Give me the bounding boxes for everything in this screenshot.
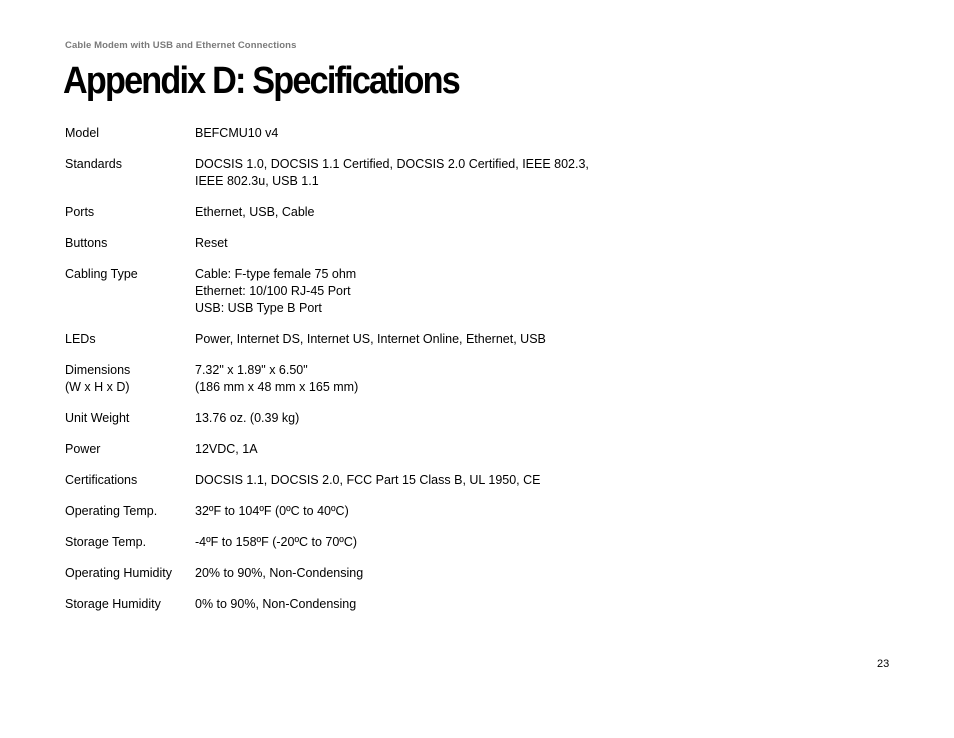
spec-label: Certifications bbox=[65, 473, 138, 487]
spec-value: 0% to 90%, Non-Condensing bbox=[195, 597, 357, 611]
spec-row-buttons bbox=[65, 235, 705, 252]
spec-row-storage-temp bbox=[65, 534, 705, 551]
spec-table bbox=[65, 125, 705, 627]
spec-label: Storage Temp. bbox=[65, 535, 147, 549]
spec-value: Power, Internet DS, Internet US, Internet Online, Ethernet, USB bbox=[195, 332, 546, 346]
spec-label: Operating Temp. bbox=[65, 504, 158, 518]
spec-value: Ethernet, USB, Cable bbox=[195, 205, 315, 219]
spec-value: DOCSIS 1.0, DOCSIS 1.1 Certified, DOCSIS 2.0 Certified, IEEE 802.3, IEEE 802.3u, USB 1.1 bbox=[195, 157, 589, 188]
spec-row-operating-temp bbox=[65, 503, 705, 520]
spec-value: Reset bbox=[195, 236, 228, 250]
spec-value: DOCSIS 1.1, DOCSIS 2.0, FCC Part 15 Class B, UL 1950, CE bbox=[195, 473, 541, 487]
spec-label: LEDs bbox=[65, 332, 96, 346]
spec-row-power bbox=[65, 441, 705, 458]
spec-label: Dimensions (W x H x D) bbox=[65, 363, 131, 394]
page-number: 23 bbox=[877, 658, 890, 670]
spec-row-leds bbox=[65, 331, 705, 348]
spec-row-storage-humidity bbox=[65, 596, 705, 613]
spec-label: Buttons bbox=[65, 236, 108, 250]
spec-row-ports bbox=[65, 204, 705, 221]
spec-value: Cable: F-type female 75 ohm Ethernet: 10/100 RJ-45 Port USB: USB Type B Port bbox=[195, 267, 357, 315]
running-header: Cable Modem with USB and Ethernet Connections bbox=[65, 40, 297, 51]
spec-label: Model bbox=[65, 126, 100, 140]
spec-row-dimensions bbox=[65, 362, 705, 396]
spec-row-operating-humidity bbox=[65, 565, 705, 582]
spec-value: 32ºF to 104ºF (0ºC to 40ºC) bbox=[195, 504, 349, 518]
spec-value: BEFCMU10 v4 bbox=[195, 126, 279, 140]
spec-row-certifications bbox=[65, 472, 705, 489]
spec-label: Cabling Type bbox=[65, 267, 138, 281]
spec-value: 7.32" x 1.89" x 6.50" (186 mm x 48 mm x 165 mm) bbox=[195, 363, 359, 394]
spec-label: Unit Weight bbox=[65, 411, 130, 425]
spec-row-cabling-type bbox=[65, 266, 705, 317]
spec-row-unit-weight bbox=[65, 410, 705, 427]
spec-label: Ports bbox=[65, 205, 95, 219]
spec-value: 12VDC, 1A bbox=[195, 442, 258, 456]
spec-label: Storage Humidity bbox=[65, 597, 161, 611]
spec-row-standards bbox=[65, 156, 705, 190]
spec-label: Operating Humidity bbox=[65, 566, 172, 580]
spec-label: Power bbox=[65, 442, 101, 456]
spec-label: Standards bbox=[65, 157, 122, 171]
page-title: Appendix D: Specifications bbox=[63, 60, 459, 102]
spec-value: 20% to 90%, Non-Condensing bbox=[195, 566, 364, 580]
spec-value: 13.76 oz. (0.39 kg) bbox=[195, 411, 300, 425]
spec-row-model bbox=[65, 125, 705, 142]
spec-value: -4ºF to 158ºF (-20ºC to 70ºC) bbox=[195, 535, 358, 549]
